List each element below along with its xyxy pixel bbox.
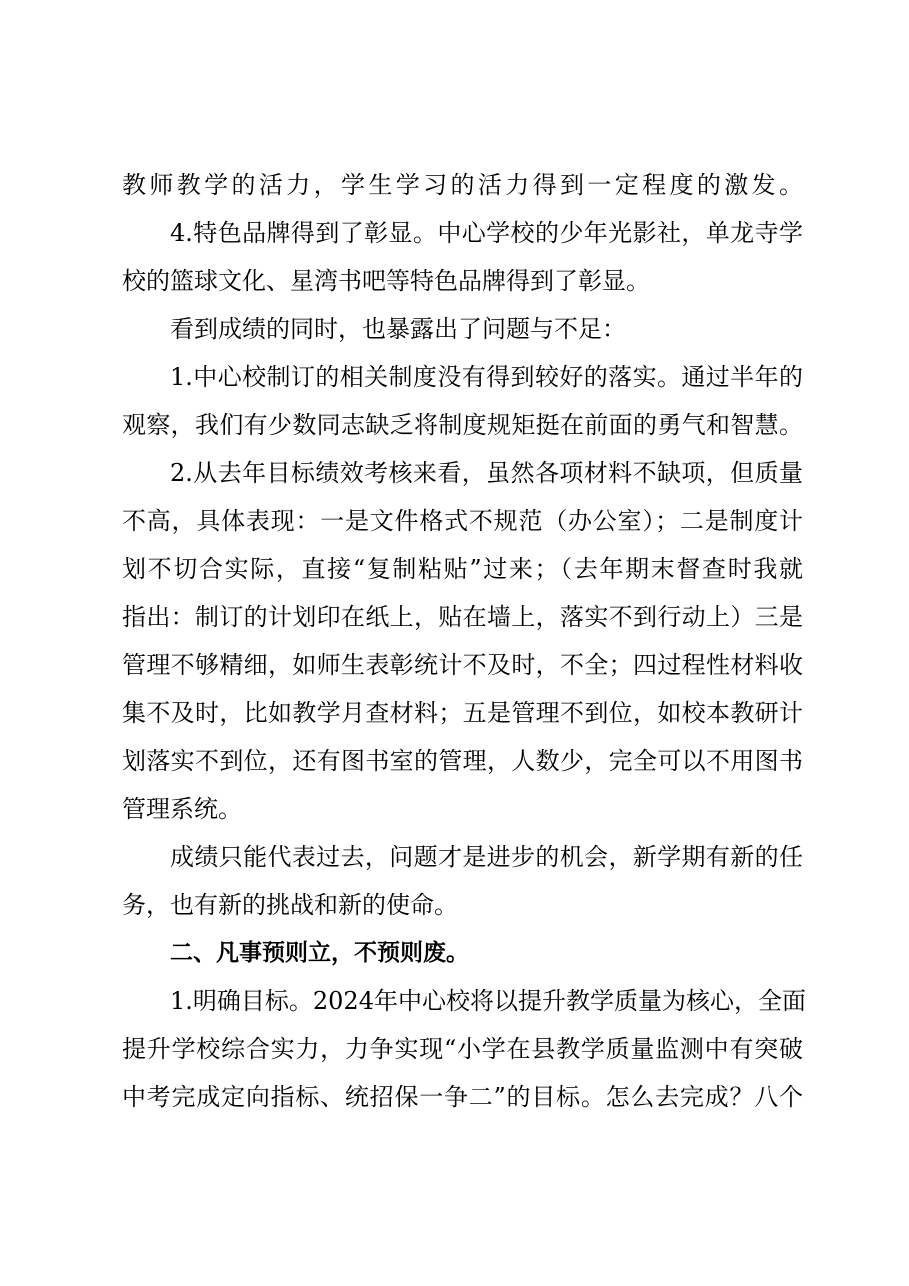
text-line-7: 2.从去年目标绩效考核来看，虽然各项材料不缺项，但质量 bbox=[170, 459, 803, 487]
text-line-11: 管理不够精细，如师生表彰统计不及时，不全；四过程性材料收 bbox=[122, 651, 803, 679]
text-line-2: 4.特色品牌得到了彰显。中心学校的少年光影社，单龙寺学 bbox=[170, 219, 803, 247]
text-line-1: 教师教学的活力，学生学习的活力得到一定程度的激发。 bbox=[122, 171, 803, 199]
text-line-14: 管理系统。 bbox=[122, 795, 242, 823]
text-line-15: 成绩只能代表过去，问题才是进步的机会，新学期有新的任 bbox=[170, 843, 803, 871]
text-line-6: 观察，我们有少数同志缺乏将制度规矩挺在前面的勇气和智慧。 bbox=[122, 411, 803, 439]
text-line-12: 集不及时，比如教学月查材料；五是管理不到位，如校本教研计 bbox=[122, 699, 803, 727]
text-line-16: 务，也有新的挑战和新的使命。 bbox=[122, 891, 458, 919]
text-line-10: 指出：制订的计划印在纸上，贴在墙上，落实不到行动上）三是 bbox=[122, 603, 803, 631]
text-line-3: 校的篮球文化、星湾书吧等特色品牌得到了彰显。 bbox=[122, 267, 650, 295]
text-line-19: 提升学校综合实力，力争实现“小学在县教学质量监测中有突破 bbox=[122, 1035, 803, 1063]
text-line-18: 1.明确目标。2024年中心校将以提升教学质量为核心，全面 bbox=[170, 987, 806, 1015]
text-line-13: 划落实不到位，还有图书室的管理，人数少，完全可以不用图书 bbox=[122, 747, 803, 775]
section-heading: 二、凡事预则立，不预则废。 bbox=[170, 940, 469, 966]
text-line-20: 中考完成定向指标、统招保一争二”的目标。怎么去完成？八个 bbox=[122, 1083, 803, 1111]
text-line-5: 1.中心校制订的相关制度没有得到较好的落实。通过半年的 bbox=[170, 363, 803, 391]
text-line-8: 不高，具体表现：一是文件格式不规范（办公室）；二是制度计 bbox=[122, 507, 803, 535]
text-line-9: 划不切合实际，直接“复制粘贴”过来；（去年期末督查时我就 bbox=[122, 555, 803, 583]
text-line-4: 看到成绩的同时，也暴露出了问题与不足： bbox=[170, 315, 626, 343]
